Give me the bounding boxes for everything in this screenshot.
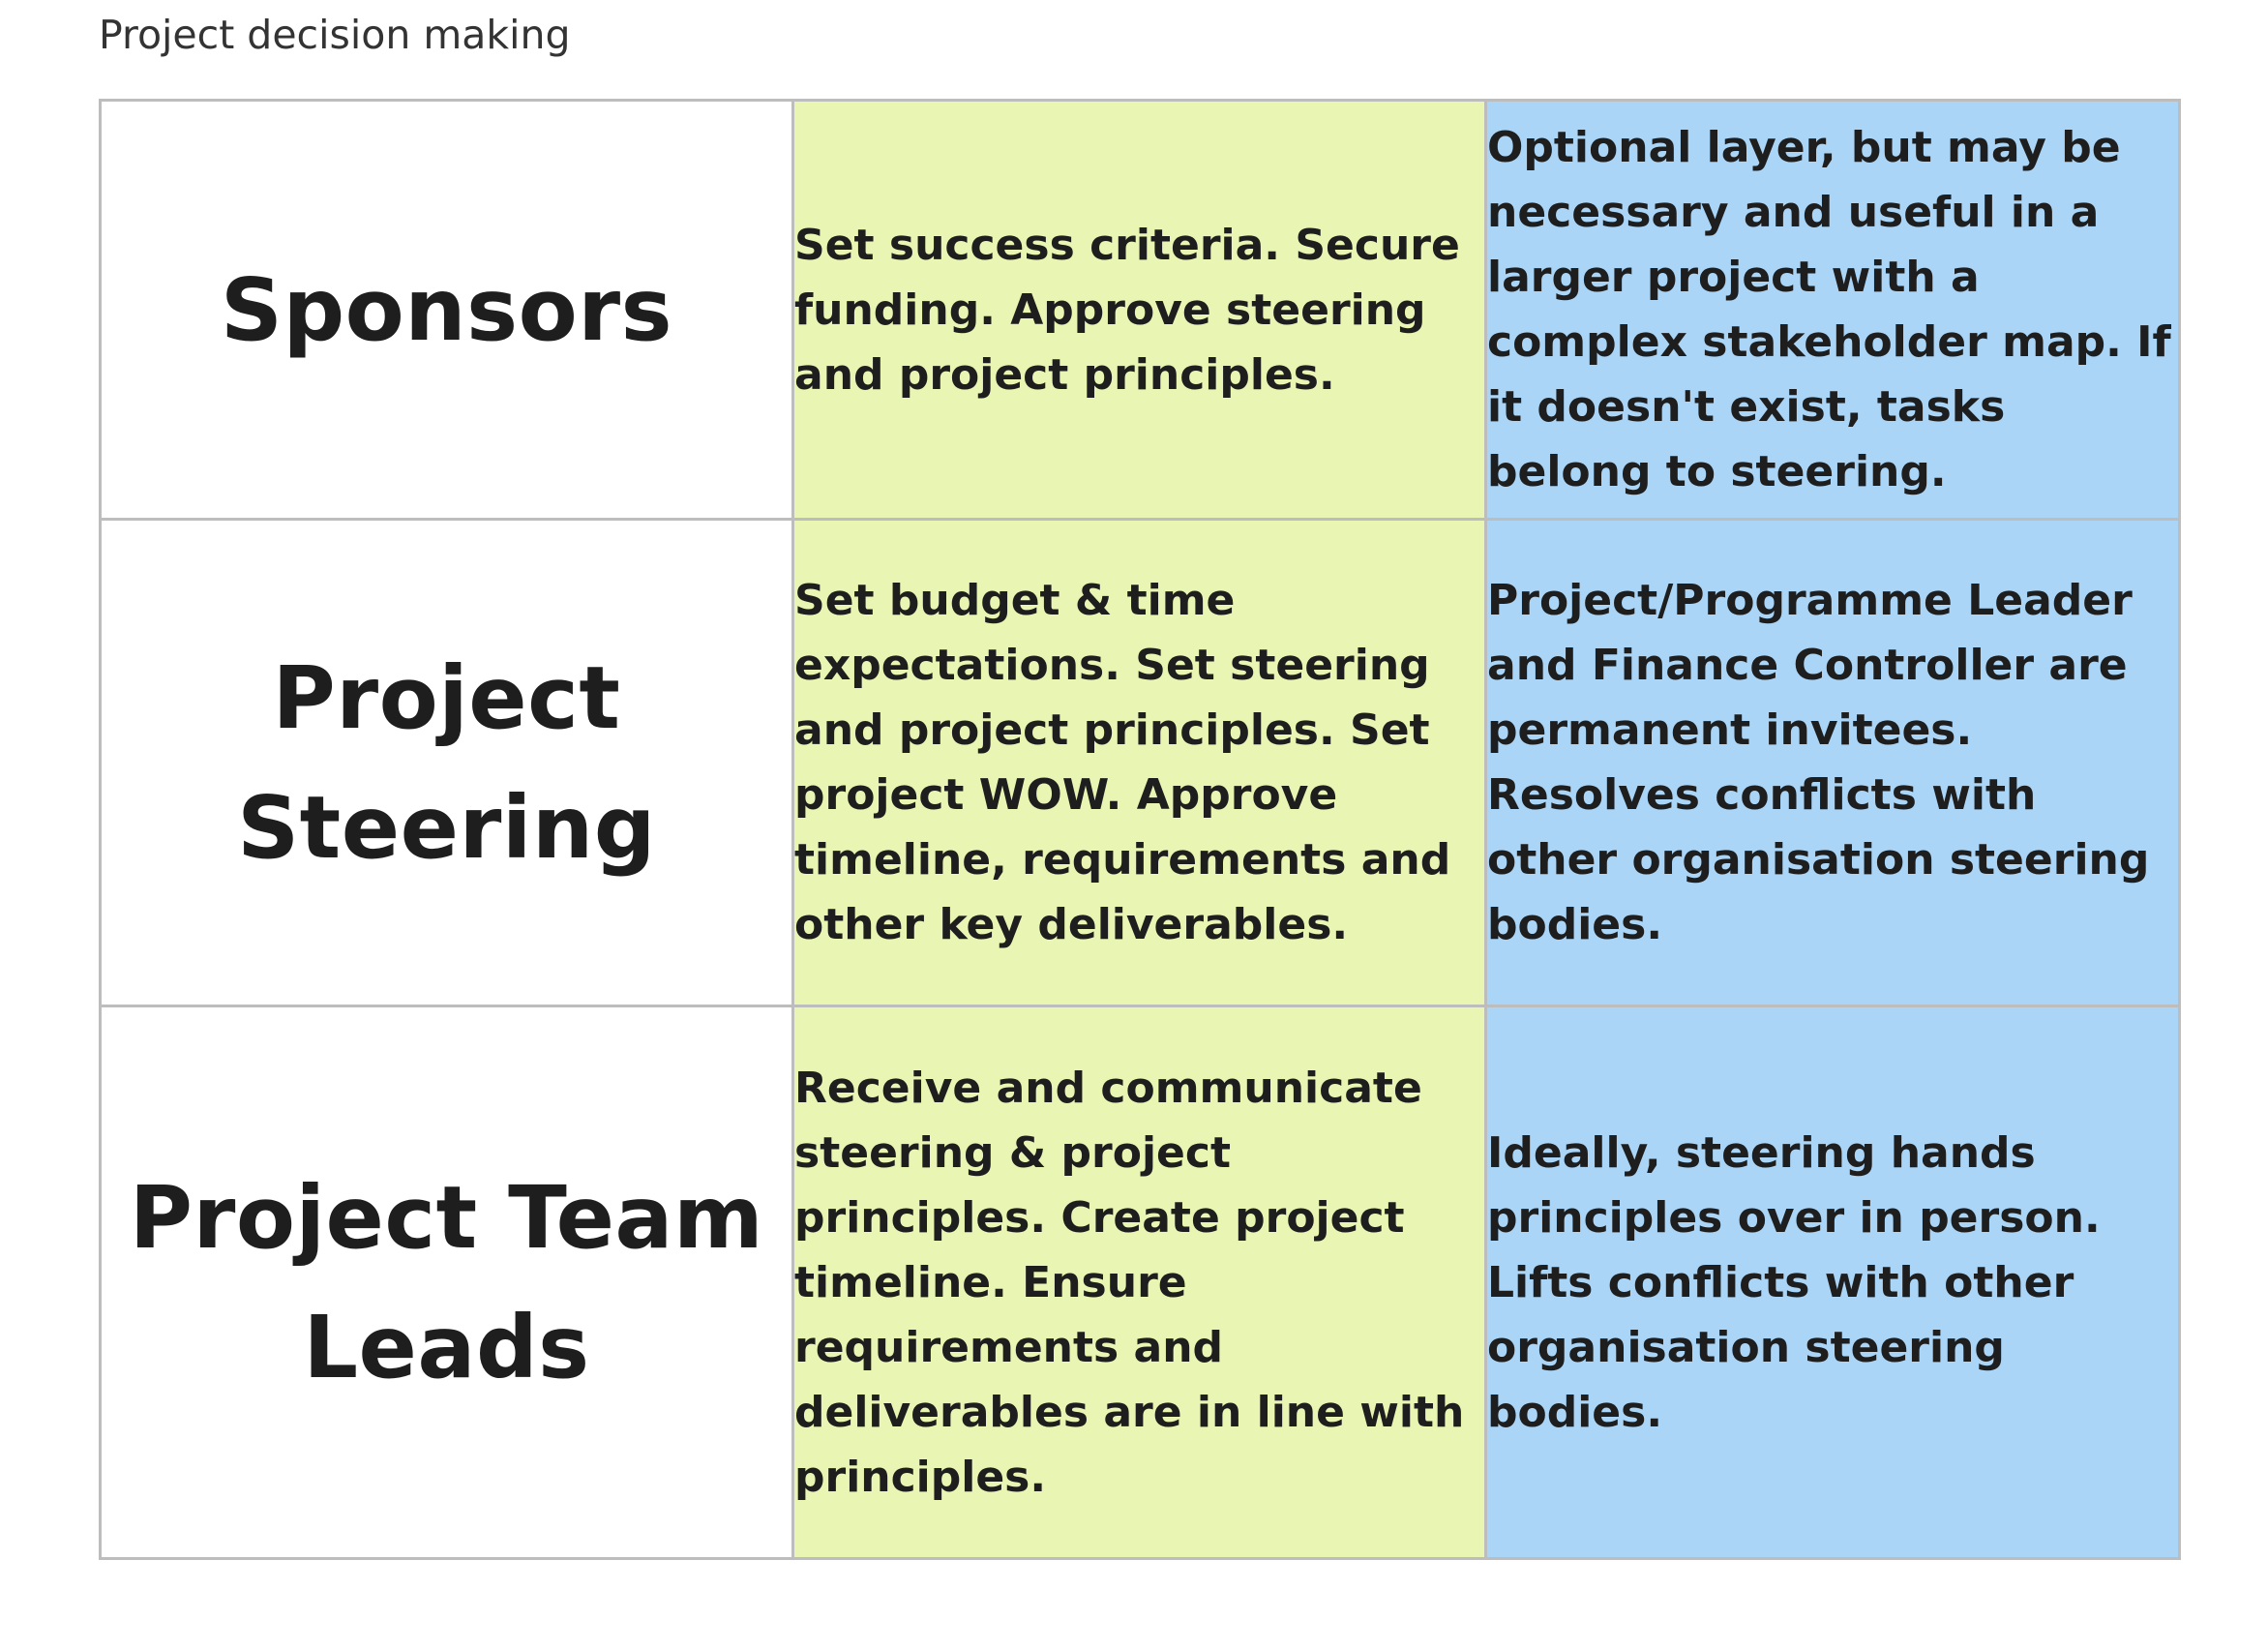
responsibilities-text: Set success criteria. Secure funding. Approve steering and project principles.: [794, 220, 1460, 400]
role-label: Sponsors: [220, 259, 673, 360]
role-cell: [101, 520, 793, 1006]
responsibilities-cell: [793, 1006, 1486, 1559]
table-caption: Project decision making: [99, 12, 571, 58]
notes-text: Optional layer, but may be necessary and useful in a larger project with a complex stakeholder map. If it doesn't exist, tasks belong to steering.: [1487, 123, 2171, 496]
table-row-sponsors: [101, 101, 2180, 520]
responsibilities-text: Set budget & time expectations. Set steering and project principles. Set project WOW. Approve timeline, requirements and other key deliverables.: [794, 576, 1451, 949]
notes-cell: [1486, 520, 2180, 1006]
table-row-project-team-leads: [101, 1006, 2180, 1559]
role-label: Project Steering: [237, 647, 656, 878]
responsibilities-cell: [793, 101, 1486, 520]
notes-text: Project/Programme Leader and Finance Controller are permanent invitees. Resolves conflicts with other organisation steering bodies.: [1487, 576, 2150, 949]
responsibilities-text: Receive and communicate steering & project principles. Create project timeline. Ensure requirements and deliverables are in line with principles.: [794, 1063, 1465, 1502]
notes-cell: [1486, 1006, 2180, 1559]
role-cell: [101, 101, 793, 520]
notes-cell: [1486, 101, 2180, 520]
role-cell: [101, 1006, 793, 1559]
decision-making-table: [99, 99, 2181, 1560]
responsibilities-cell: [793, 520, 1486, 1006]
table-row-project-steering: [101, 520, 2180, 1006]
notes-text: Ideally, steering hands principles over in person. Lifts conflicts with other organisation steering bodies.: [1487, 1127, 2101, 1437]
role-label: Project Team Leads: [129, 1167, 764, 1397]
